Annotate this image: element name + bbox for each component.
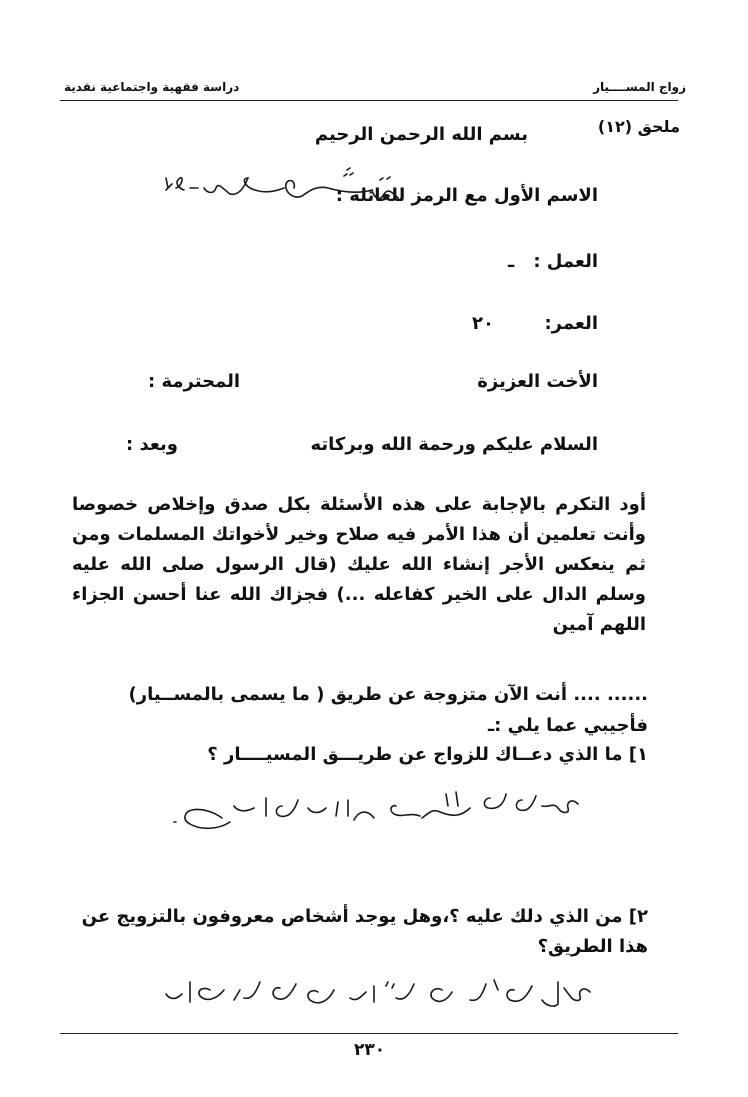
- work-label: العمل :: [533, 251, 598, 272]
- basmala: بسم الله الرحمن الرحيم: [314, 124, 528, 145]
- respected-label: المحترمة :: [148, 371, 241, 392]
- appendix-label: ملحق (١٢): [597, 117, 680, 136]
- header-subtitle: دراسة فقهية واجتماعية نقدية: [64, 80, 240, 94]
- work-value: ـ: [508, 251, 515, 272]
- page-number: ٢٣٠: [354, 1040, 386, 1060]
- handwritten-answer-2: [160, 968, 600, 1024]
- dear-sister: الأخت العزيزة: [477, 371, 598, 392]
- age-label: العمر:: [544, 313, 598, 334]
- greeting: السلام عليكم ورحمة الله وبركاته: [310, 434, 598, 455]
- request-paragraph: أود التكرم بالإجابة على هذه الأسئلة بكل صدق وإخلاص خصوصا وأنت تعلمين أن هذا الأمر فيه صلاح وخير لأخواتك المسلمات ومن ثم ينعكس الأجر إنشاء الله عليك (قال الرسول صلى الله عليه وسلم الدال على الخير كفاعله ...) فجزاك الله عنا أحسن الجزاء اللهم آمين: [72, 494, 646, 635]
- question-2-line-1: [72, 902, 648, 962]
- handwritten-answer-1: [170, 778, 590, 840]
- married-line: ...... .... أنت الآن متزوجة عن طريق ( ما يسمى بالمســيار): [128, 684, 648, 705]
- age-value: ٢٠: [472, 313, 494, 334]
- question-1: ١] ما الذي دعــاك للزواج عن طريـــق المسيــــار ؟: [207, 744, 648, 765]
- header-rule: [60, 100, 678, 101]
- greeting-after: وبعد :: [126, 434, 178, 455]
- question-2-text: ٢] من الذي دلك عليه ؟،وهل يوجد أشخاص معروفون بالتزويج عن هذا الطريق؟: [81, 906, 648, 957]
- footer-rule: [60, 1033, 678, 1034]
- name-label: الاسم الأول مع الرمز للعائلة :: [335, 185, 598, 206]
- answer-intro: فأجيبي عما يلي :ـ: [487, 715, 648, 736]
- handwritten-name-signature: [158, 158, 408, 210]
- header-book-title: زواج المســــيار: [593, 80, 686, 94]
